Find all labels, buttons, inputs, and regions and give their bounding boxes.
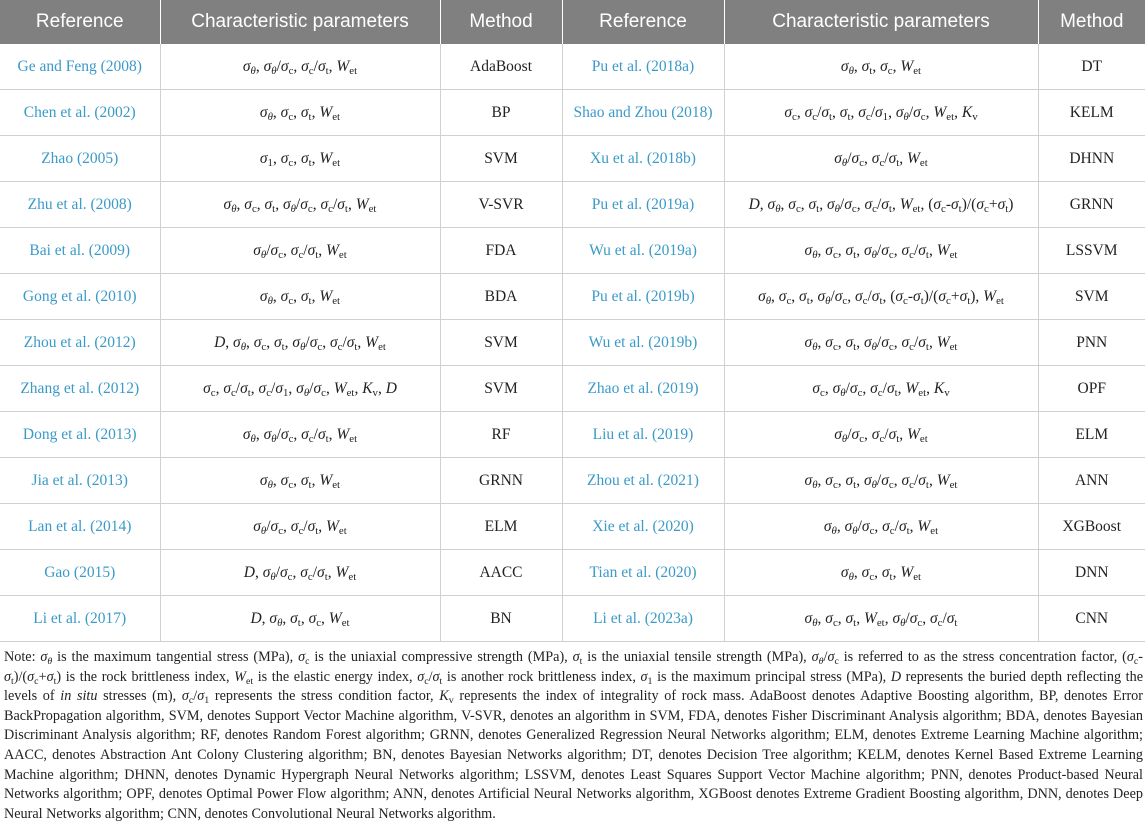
reference-link[interactable]: Zhou et al. (2012): [0, 320, 160, 366]
reference-link[interactable]: Zhou et al. (2021): [562, 458, 724, 504]
col-header-reference: Reference: [562, 0, 724, 44]
parameters-cell: $\sigma_\theta$, $\sigma_c$, $\sigma_t$, $\sigma_\theta/\sigma_c$, $\sigma_c/\sigma_t$, $W_{et}$: [724, 228, 1038, 274]
parameters-cell: $\sigma_\theta$, $\sigma_c$, $\sigma_t$, $\sigma_\theta/\sigma_c$, $\sigma_c/\sigma_t$, $W_{et}$: [724, 320, 1038, 366]
method-cell: BDA: [440, 274, 562, 320]
reference-link[interactable]: Zhang et al. (2012): [0, 366, 160, 412]
table-row: [0, 228, 1145, 274]
reference-link[interactable]: Chen et al. (2002): [0, 90, 160, 136]
reference-link[interactable]: Lan et al. (2014): [0, 504, 160, 550]
method-cell: KELM: [1038, 90, 1145, 136]
parameters-cell: $\sigma_\theta$, $\sigma_\theta/\sigma_c$, $\sigma_c/\sigma_t$, $W_{et}$: [724, 504, 1038, 550]
reference-link[interactable]: Xu et al. (2018b): [562, 136, 724, 182]
method-cell: OPF: [1038, 366, 1145, 412]
table-row: [0, 320, 1145, 366]
parameters-cell: $\sigma_c$, $\sigma_\theta/\sigma_c$, $\sigma_c/\sigma_t$, $W_{et}$, $K_v$: [724, 366, 1038, 412]
parameters-cell: $\sigma_\theta/\sigma_c$, $\sigma_c/\sigma_t$, $W_{et}$: [160, 504, 440, 550]
parameters-cell: $\sigma_\theta$, $\sigma_c$, $\sigma_t$, $W_{et}$: [160, 274, 440, 320]
table-row: [0, 274, 1145, 320]
parameters-cell: $\sigma_\theta/\sigma_c$, $\sigma_c/\sigma_t$, $W_{et}$: [724, 412, 1038, 458]
method-cell: SVM: [440, 136, 562, 182]
table-row: [0, 366, 1145, 412]
method-cell: ELM: [440, 504, 562, 550]
reference-link[interactable]: Pu et al. (2019a): [562, 182, 724, 228]
parameters-cell: $\sigma_\theta$, $\sigma_\theta/\sigma_c$, $\sigma_c/\sigma_t$, $W_{et}$: [160, 412, 440, 458]
parameters-cell: D, $\sigma_\theta/\sigma_c$, $\sigma_c/\sigma_t$, $W_{et}$: [160, 550, 440, 596]
reference-link[interactable]: Wu et al. (2019b): [562, 320, 724, 366]
method-cell: FDA: [440, 228, 562, 274]
parameters-cell: $\sigma_\theta$, $\sigma_c$, $\sigma_t$, $\sigma_\theta/\sigma_c$, $\sigma_c/\sigma_t$, $W_{et}$: [724, 458, 1038, 504]
parameters-cell: $\sigma_\theta/\sigma_c$, $\sigma_c/\sigma_t$, $W_{et}$: [724, 136, 1038, 182]
method-cell: DT: [1038, 44, 1145, 90]
reference-link[interactable]: Ge and Feng (2008): [0, 44, 160, 90]
reference-link[interactable]: Zhao et al. (2019): [562, 366, 724, 412]
col-header-method: Method: [1038, 0, 1145, 44]
col-header-parameters: Characteristic parameters: [160, 0, 440, 44]
method-cell: XGBoost: [1038, 504, 1145, 550]
method-cell: BN: [440, 596, 562, 642]
parameters-cell: $\sigma_\theta/\sigma_c$, $\sigma_c/\sigma_t$, $W_{et}$: [160, 228, 440, 274]
table-row: [0, 182, 1145, 228]
method-cell: GRNN: [1038, 182, 1145, 228]
method-cell: BP: [440, 90, 562, 136]
method-cell: SVM: [440, 366, 562, 412]
reference-link[interactable]: Bai et al. (2009): [0, 228, 160, 274]
method-cell: CNN: [1038, 596, 1145, 642]
method-cell: LSSVM: [1038, 228, 1145, 274]
parameters-cell: $\sigma_c$, $\sigma_c/\sigma_t$, $\sigma_t$, $\sigma_c/\sigma_1$, $\sigma_\theta/\sigma_c$, $W_{et}$, $K_v$: [724, 90, 1038, 136]
parameters-cell: $\sigma_1$, $\sigma_c$, $\sigma_t$, $W_{et}$: [160, 136, 440, 182]
parameters-cell: $\sigma_\theta$, $\sigma_t$, $\sigma_c$, $W_{et}$: [724, 44, 1038, 90]
parameters-cell: $\sigma_\theta$, $\sigma_c$, $\sigma_t$, $W_{et}$: [724, 550, 1038, 596]
method-cell: PNN: [1038, 320, 1145, 366]
method-cell: DNN: [1038, 550, 1145, 596]
method-cell: V-SVR: [440, 182, 562, 228]
method-cell: AdaBoost: [440, 44, 562, 90]
method-cell: RF: [440, 412, 562, 458]
method-cell: GRNN: [440, 458, 562, 504]
method-cell: AACC: [440, 550, 562, 596]
parameters-cell: $\sigma_c$, $\sigma_c/\sigma_t$, $\sigma_c/\sigma_1$, $\sigma_\theta/\sigma_c$, $W_{et}$, $K_v$, D: [160, 366, 440, 412]
method-cell: ANN: [1038, 458, 1145, 504]
parameters-cell: $\sigma_\theta$, $\sigma_c$, $\sigma_t$, $\sigma_\theta/\sigma_c$, $\sigma_c/\sigma_t$, $(\sigma_c-\sigma_t)/(\sigma_c+\sigma_t)$, $W_{et}$: [724, 274, 1038, 320]
reference-link[interactable]: Tian et al. (2020): [562, 550, 724, 596]
parameters-cell: $\sigma_\theta$, $\sigma_\theta/\sigma_c$, $\sigma_c/\sigma_t$, $W_{et}$: [160, 44, 440, 90]
parameters-cell: $\sigma_\theta$, $\sigma_c$, $\sigma_t$, $W_{et}$: [160, 458, 440, 504]
reference-link[interactable]: Liu et al. (2019): [562, 412, 724, 458]
table-row: [0, 412, 1145, 458]
reference-link[interactable]: Dong et al. (2013): [0, 412, 160, 458]
table-row: [0, 136, 1145, 182]
method-cell: DHNN: [1038, 136, 1145, 182]
method-cell: SVM: [1038, 274, 1145, 320]
reference-link[interactable]: Li et al. (2017): [0, 596, 160, 642]
table-row: [0, 504, 1145, 550]
parameters-cell: D, $\sigma_\theta$, $\sigma_t$, $\sigma_c$, $W_{et}$: [160, 596, 440, 642]
method-cell: ELM: [1038, 412, 1145, 458]
parameters-cell: D, $\sigma_\theta$, $\sigma_c$, $\sigma_t$, $\sigma_\theta/\sigma_c$, $\sigma_c/\sigma_t$, $W_{et}$, $(\sigma_c-\sigma_t)/(\sigma_c+\sigma_t)$: [724, 182, 1038, 228]
parameters-cell: $\sigma_\theta$, $\sigma_c$, $\sigma_t$, $\sigma_\theta/\sigma_c$, $\sigma_c/\sigma_t$, $W_{et}$: [160, 182, 440, 228]
reference-link[interactable]: Shao and Zhou (2018): [562, 90, 724, 136]
reference-link[interactable]: Li et al. (2023a): [562, 596, 724, 642]
reference-link[interactable]: Pu et al. (2019b): [562, 274, 724, 320]
reference-link[interactable]: Gao (2015): [0, 550, 160, 596]
table-row: [0, 44, 1145, 90]
parameters-cell: $\sigma_\theta$, $\sigma_c$, $\sigma_t$, $W_{et}$, $\sigma_\theta/\sigma_c$, $\sigma_c/\sigma_t$: [724, 596, 1038, 642]
table-row: [0, 596, 1145, 642]
parameters-cell: D, $\sigma_\theta$, $\sigma_c$, $\sigma_t$, $\sigma_\theta/\sigma_c$, $\sigma_c/\sigma_t$, $W_{et}$: [160, 320, 440, 366]
header-row: [0, 0, 1145, 44]
reference-link[interactable]: Gong et al. (2010): [0, 274, 160, 320]
reference-link[interactable]: Pu et al. (2018a): [562, 44, 724, 90]
reference-link[interactable]: Zhao (2005): [0, 136, 160, 182]
col-header-parameters: Characteristic parameters: [724, 0, 1038, 44]
reference-link[interactable]: Zhu et al. (2008): [0, 182, 160, 228]
table-row: [0, 550, 1145, 596]
method-cell: SVM: [440, 320, 562, 366]
reference-link[interactable]: Xie et al. (2020): [562, 504, 724, 550]
reference-link[interactable]: Jia et al. (2013): [0, 458, 160, 504]
col-header-reference: Reference: [0, 0, 160, 44]
table-row: [0, 90, 1145, 136]
table-row: [0, 458, 1145, 504]
parameters-cell: $\sigma_\theta$, $\sigma_c$, $\sigma_t$, $W_{et}$: [160, 90, 440, 136]
reference-link[interactable]: Wu et al. (2019a): [562, 228, 724, 274]
col-header-method: Method: [440, 0, 562, 44]
table-note: Note: $\sigma_\theta$ is the maximum tangential stress (MPa), $\sigma_c$ is the uniaxial compressive strength (MPa), $\sigma_t$ is the uniaxial tensile strength (MPa), $\sigma_\theta/\sigma_c$ is referred to as the stress concentration factor, $(\sigma_c-\sigma_t)/(\sigma_c+\sigma_t)$ is the rock brittleness index, $W_{et}$ is the elastic energy index, $\sigma_c/\sigma_t$ is another rock brittleness index, $\sigma_1$ is the maximum principal stress (MPa), D represents the buried depth reflecting the levels of in situ stresses (m), $\sigma_c/\sigma_1$ represents the stress condition factor, $K_v$ represents the index of integrality of rock mass. AdaBoost denotes Adaptive Boosting algorithm, BP, denotes Error BackPropagation algorithm, SVM, denotes Support Vector Machine algorithm, V-SVR, denotes an algorithm in SVM, FDA, denotes Fisher Discriminant Analysis algorithm; BDA, denotes Bayesian Discriminant Analysis algorithm; RF, denotes Random Forest algorithm; GRNN, denotes Generalized Regression Neural Networks algorithm; ELM, denotes Extreme Learning Machine algorithm; AACC, denotes Abstraction Ant Colony Clustering algorithm; BN, denotes Bayesian Networks algorithm; DT, denotes Decision Tree algorithm; KELM, denotes Kernel Based Extreme Learning Machine algorithm; DHNN, denotes Dynamic Hypergraph Neural Networks algorithm; LSSVM, denotes Least Squares Support Vector Machine algorithm; PNN, denotes Product-based Neural Networks algorithm; OPF, denotes Optimal Power Flow algorithm; ANN, denotes Artificial Neural Networks algorithm, XGBoost denotes Extreme Gradient Boosting algorithm, DNN, denotes Deep Neural Networks algorithm; CNN, denotes Convolutional Neural Networks algorithm.: [4, 649, 1143, 822]
